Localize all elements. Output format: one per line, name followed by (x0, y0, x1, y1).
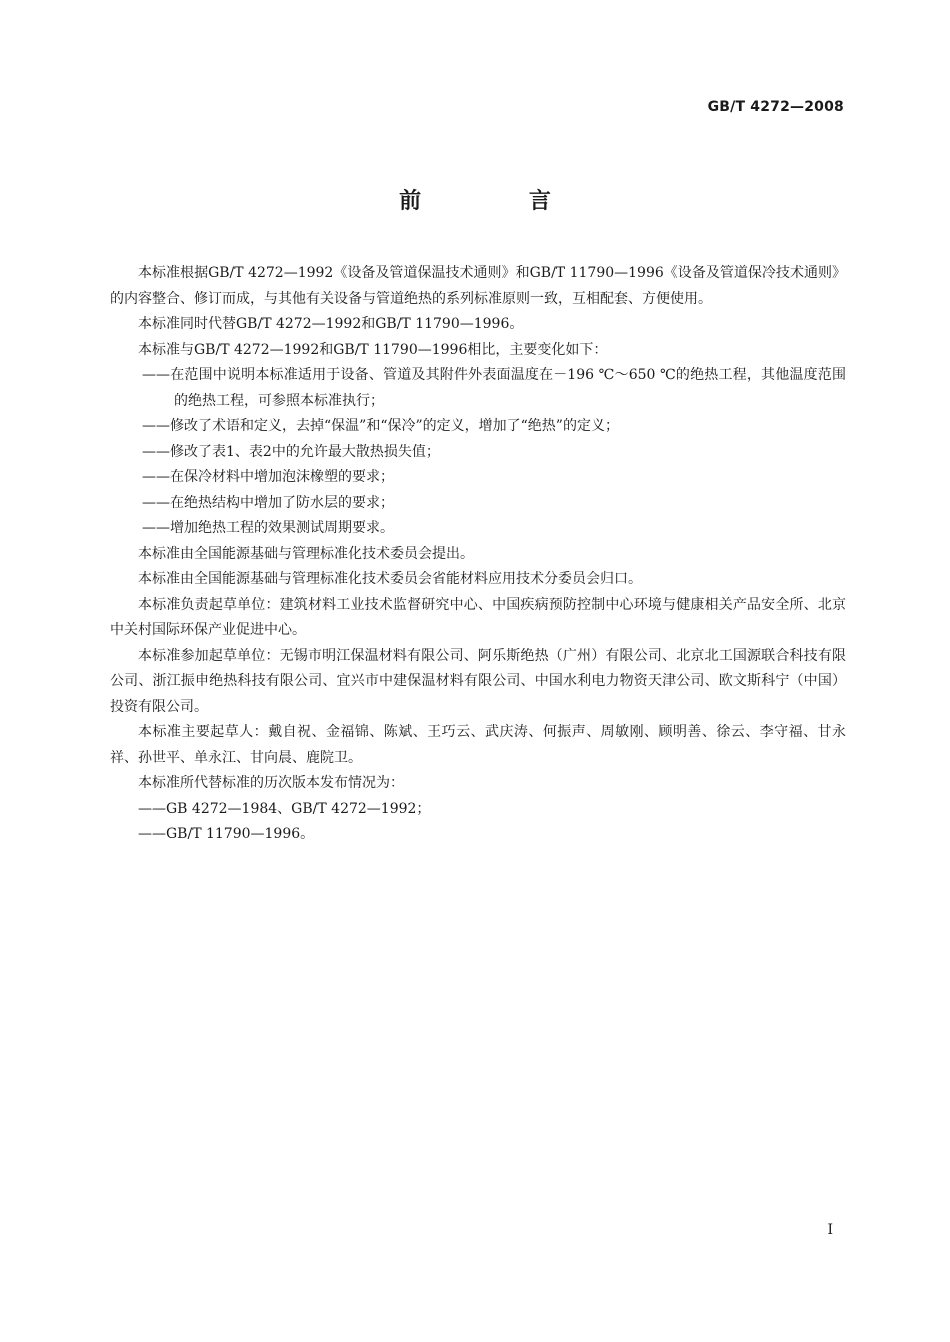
paragraph-history-heading: 本标准所代替标准的历次版本发布情况为： (138, 775, 404, 791)
change-item: ——修改了术语和定义，去掉“保温”和“保冷”的定义，增加了“绝热”的定义； (142, 418, 619, 434)
change-item: ——在范围中说明本标准适用于设备、管道及其附件外表面温度在－196 ℃～650 ℃的绝热工程，其他温度范围的绝热工程，可参照本标准执行； (142, 367, 846, 409)
paragraph-drafting-unit: 本标准负责起草单位：建筑材料工业技术监督研究中心、中国疾病预防控制中心环境与健康相关产品安全所、北京中关村国际环保产业促进中心。 (110, 596, 846, 638)
history-item: ——GB 4272—1984、GB/T 4272—1992； (138, 800, 431, 817)
page-number: I (827, 1222, 833, 1238)
paragraph-participating-units: 本标准参加起草单位：无锡市明江保温材料有限公司、阿乐斯绝热（广州）有限公司、北京北工国源联合科技有限公司、浙江振申绝热科技有限公司、宜兴市中建保温材料有限公司、中国水利电力物资天津公司、欧文斯科宁（中国）投资有限公司。 (110, 647, 846, 715)
changes-list (110, 363, 846, 542)
paragraph-managed-by: 本标准由全国能源基础与管理标准化技术委员会省能材料应用技术分委员会归口。 (138, 571, 642, 587)
change-item: ——在保冷材料中增加泡沫橡塑的要求； (142, 469, 394, 485)
history-item: ——GB/T 11790—1996。 (138, 826, 315, 842)
paragraph-changes-heading: 本标准与GB/T 4272—1992和GB/T 11790—1996相比，主要变化如下： (138, 341, 608, 358)
paragraph-intro: 本标准根据GB/T 4272—1992《设备及管道保温技术通则》和GB/T 11790—1996《设备及管道保冷技术通则》的内容整合、修订而成，与其他有关设备与管道绝热的系列标准原则一致，互相配套、方便使用。 (110, 265, 846, 307)
paragraph-drafters: 本标准主要起草人：戴自祝、金福锦、陈斌、王巧云、武庆涛、何振声、周敏刚、顾明善、徐云、李守福、甘永祥、孙世平、单永江、甘向晨、鹿院卫。 (110, 724, 846, 766)
paragraph-proposed-by: 本标准由全国能源基础与管理标准化技术委员会提出。 (138, 545, 474, 562)
change-item: ——修改了表1、表2中的允许最大散热损失值； (142, 443, 440, 460)
change-item: ——增加绝热工程的效果测试周期要求。 (142, 520, 394, 536)
standard-code: GB/T 4272—2008 (707, 99, 844, 115)
paragraph-replaces: 本标准同时代替GB/T 4272—1992和GB/T 11790—1996。 (138, 316, 524, 332)
change-item: ——在绝热结构中增加了防水层的要求； (142, 494, 394, 511)
document-body (110, 261, 846, 848)
history-list (110, 797, 846, 848)
page-title: 前 言 (399, 189, 601, 214)
